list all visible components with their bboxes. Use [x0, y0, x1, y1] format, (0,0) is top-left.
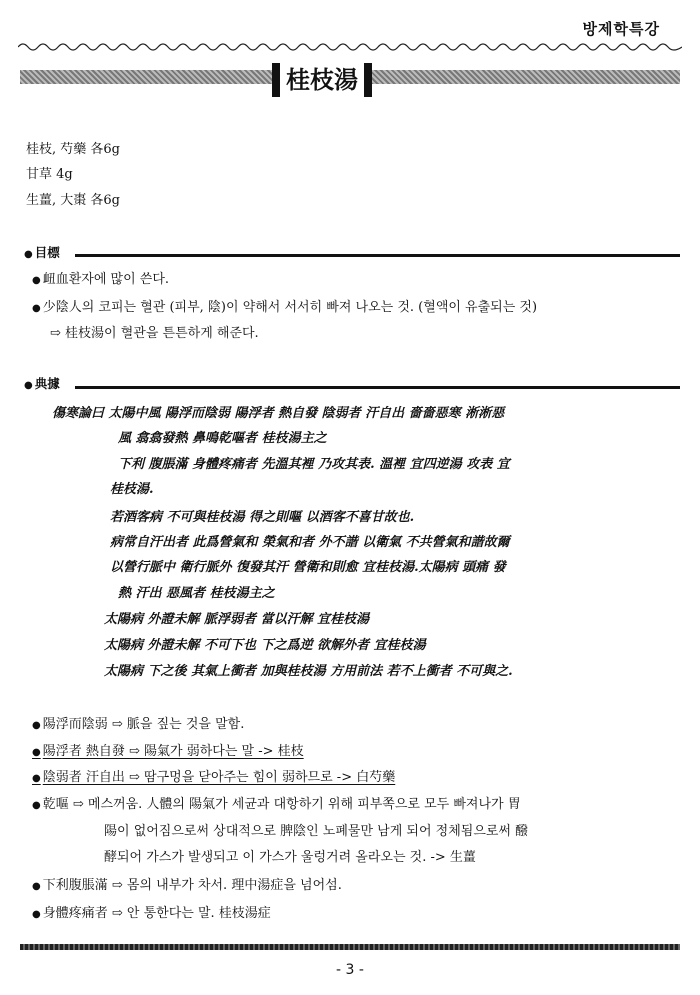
page-number: - 3 -: [336, 962, 364, 978]
note-item-3: ● 陰弱者 汗自出 ⇨ 땀구멍을 닫아주는 힘이 弱하므로 -> 白芍藥: [32, 766, 395, 785]
source-line-10: 太陽病 外證未解 不可下也 下之爲逆 欲解外者 宜桂枝湯: [104, 638, 426, 653]
note-item-1: ● 陽浮而陰弱 ⇨ 脈을 짚는 것을 말함.: [32, 713, 244, 732]
note-item-4-cont-2: 酵되어 가스가 발생되고 이 가스가 울렁거려 올라오는 것. -> 生薑: [104, 850, 476, 865]
footer-band: [20, 944, 680, 950]
source-line-5: 若酒客病 不可與桂枝湯 得之則嘔 以酒客不喜甘故也.: [110, 510, 415, 525]
note-item-2: ● 陽浮者 熱自發 ⇨ 陽氣가 弱하다는 말 -> 桂枝: [32, 740, 304, 759]
target-sub-note: ⇨ 桂枝湯이 혈관을 튼튼하게 해준다.: [50, 326, 259, 341]
section-rule-target: [75, 254, 680, 257]
formula-line-2: 甘草 4g: [26, 167, 73, 182]
source-line-8: 熱 汗出 惡風者 桂枝湯主之: [118, 586, 275, 601]
formula-line-3: 生薑, 大棗 各6g: [26, 193, 120, 208]
source-line-6: 病常自汗出者 此爲營氣和 榮氣和者 外不諧 以衛氣 不共營氣和諧故爾: [110, 535, 510, 550]
source-line-11: 太陽病 下之後 其氣上衝者 加與桂枝湯 方用前法 若不上衝者 不可與之.: [104, 664, 513, 679]
source-line-1: 傷寒論曰 太陽中風 陽浮而陰弱 陽浮者 熱自發 陰弱者 汗自出 嗇嗇惡寒 淅淅惡: [52, 406, 505, 421]
page-title: 桂枝湯: [272, 63, 372, 97]
section-rule-source: [75, 386, 680, 389]
note-item-5: ● 下利腹脹滿 ⇨ 몸의 내부가 차서. 理中湯症을 넘어섬.: [32, 874, 342, 893]
section-heading-source: ● 典據: [24, 374, 60, 392]
source-line-4: 桂枝湯.: [110, 482, 154, 497]
target-item-2: ● 少陰人의 코피는 혈관 (피부, 陰)이 약해서 서서히 빠져 나오는 것. (혈액이 유출되는 것): [32, 296, 537, 315]
note-item-6: ● 身體疼痛者 ⇨ 안 통한다는 말. 桂枝湯症: [32, 902, 271, 921]
source-line-2: 風 翕翕發熱 鼻鳴乾嘔者 桂枝湯主之: [118, 431, 327, 446]
target-item-1: ● 衄血환자에 많이 쓴다.: [32, 268, 169, 287]
source-line-9: 太陽病 外證未解 脈浮弱者 當以汗解 宜桂枝湯: [104, 612, 370, 627]
header-brand: 방제학특강: [582, 20, 660, 38]
source-line-7: 以營行脈中 衛行脈外 復發其汗 營衛和則愈 宜桂枝湯.太陽病 頭痛 發: [110, 560, 506, 575]
section-heading-target: ● 目標: [24, 243, 60, 261]
source-line-3: 下利 腹脹滿 身體疼痛者 先溫其裡 乃攻其表. 溫裡 宜四逆湯 攻表 宜: [118, 457, 510, 472]
note-item-4: ● 乾嘔 ⇨ 메스꺼움. 人體의 陽氣가 세균과 대항하기 위해 피부쪽으로 모두 빠져나가 胃: [32, 793, 521, 812]
header-wave-divider: [18, 40, 682, 54]
note-item-4-cont-1: 陽이 없어짐으로써 상대적으로 脾陰인 노폐물만 남게 되어 정체됨으로써 醱: [104, 824, 529, 839]
formula-line-1: 桂枝, 芍藥 各6g: [26, 142, 120, 157]
